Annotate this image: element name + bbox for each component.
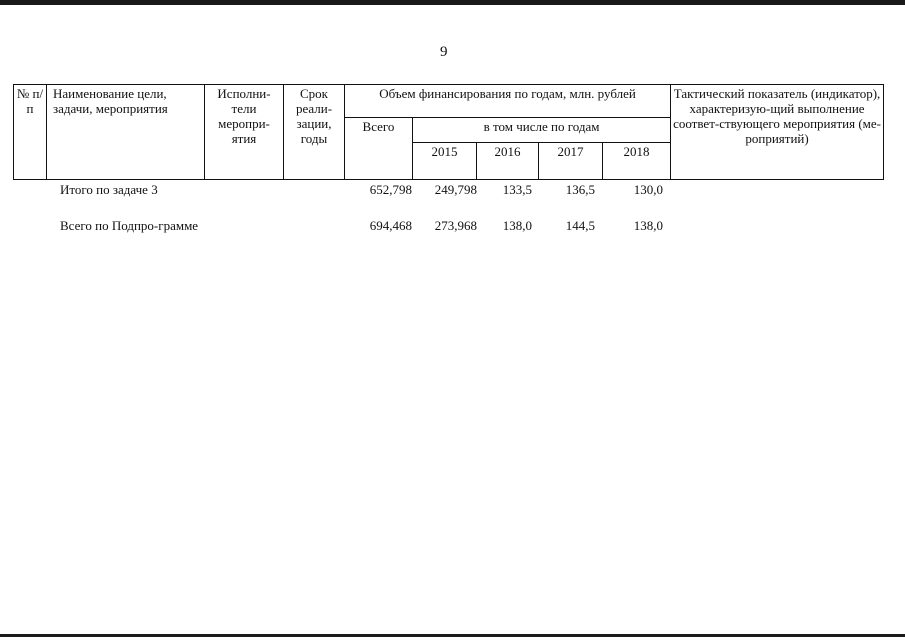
header-year-2018: 2018 [603, 143, 671, 180]
row-2018: 138,0 [633, 218, 663, 233]
header-year-2015: 2015 [413, 143, 477, 180]
row-name: Итого по задаче 3 [60, 182, 158, 197]
row-2017: 144,5 [565, 218, 595, 233]
row-total: 652,798 [369, 182, 412, 197]
row-total: 694,468 [369, 218, 412, 233]
row-2015: 249,798 [434, 182, 477, 197]
header-number: № п/п [14, 85, 47, 180]
header-by-years: в том числе по годам [413, 118, 671, 143]
row-name: Всего по Подпро-грамме [60, 218, 199, 233]
header-name: Наименование цели, задачи, мероприятия [47, 85, 205, 180]
row-2017: 136,5 [565, 182, 595, 197]
header-funding: Объем финансирования по годам, млн. рублей [345, 85, 671, 118]
funding-table-body [13, 182, 883, 252]
header-term: Срок реали-зации, годы [284, 85, 345, 180]
bottom-border-line [0, 634, 905, 637]
row-2016: 133,5 [502, 182, 532, 197]
page-number: 9 [440, 44, 448, 60]
table-row [13, 218, 883, 252]
funding-table-header [13, 84, 884, 180]
header-total: Всего [345, 118, 413, 180]
row-2018: 130,0 [633, 182, 663, 197]
table-row [13, 182, 883, 198]
row-2016: 138,0 [502, 218, 532, 233]
top-border-line [0, 0, 905, 5]
header-indicator: Тактический показатель (индикатор), характеризую-щий выполнение соответ-ствующего мероприятия (ме-роприятий) [671, 85, 884, 180]
header-year-2017: 2017 [539, 143, 603, 180]
row-2015: 273,968 [434, 218, 477, 233]
header-year-2016: 2016 [477, 143, 539, 180]
header-executors: Исполни-тели меропри-ятия [205, 85, 284, 180]
